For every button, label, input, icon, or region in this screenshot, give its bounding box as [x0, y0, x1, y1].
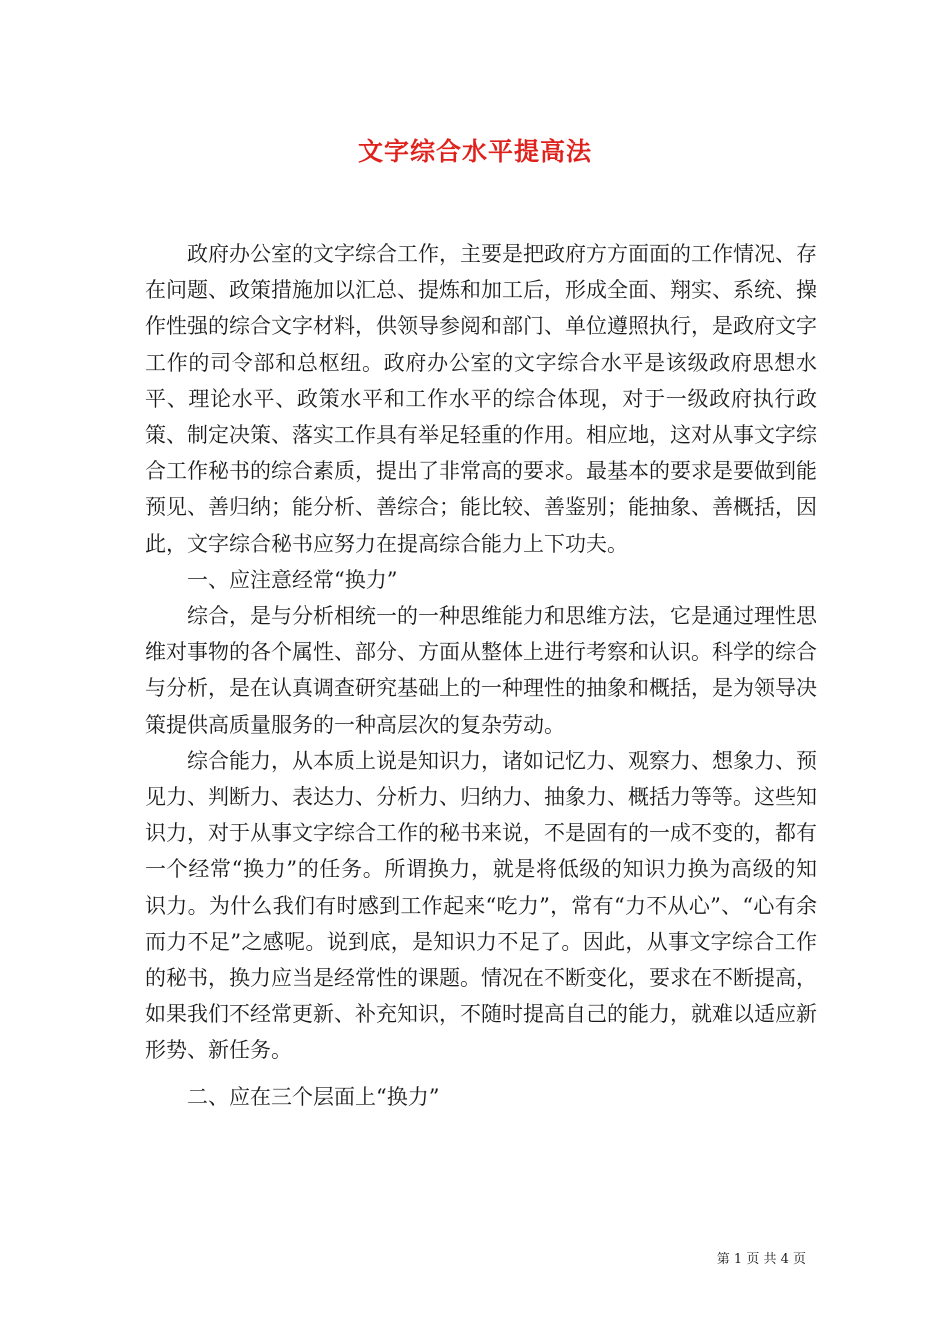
section-heading-1: 一、应注意经常“换力”: [187, 567, 398, 592]
document-body: [145, 236, 817, 1115]
paragraph-ability: 综合能力，从本质上说是知识力，诸如记忆力、观察力、想象力、预见力、判断力、表达力、分析力、归纳力、抽象力、概括力等等。这些知识力，对于从事文字综合工作的秘书来说，不是固有的一成不变的，都有一个经常“换力”的任务。所谓换力，就是将低级的知识力换为高级的知识力。为什么我们有时感到工作起来“吃力”，常有“力不从心”、“心有余而力不足”之感呢。说到底，是知识力不足了。因此，从事文字综合工作的秘书，换力应当是经常性的课题。情况在不断变化，要求在不断提高，如果我们不经常更新、补充知识，不随时提高自己的能力，就难以适应新形势、新任务。: [145, 748, 817, 1063]
document-title: 文字综合水平提高法: [357, 137, 592, 166]
section-heading-2: 二、应在三个层面上“换力”: [187, 1084, 440, 1109]
paragraph-synthesis: 综合，是与分析相统一的一种思维能力和思维方法，它是通过理性思维对事物的各个属性、部分、方面从整体上进行考察和认识。科学的综合与分析，是在认真调查研究基础上的一种理性的抽象和概括，是为领导决策提供高质量服务的一种高层次的复杂劳动。: [145, 604, 817, 737]
page-number: 第 1 页 共 4 页: [716, 1252, 806, 1267]
paragraph-intro: 政府办公室的文字综合工作，主要是把政府方方面面的工作情况、存在问题、政策措施加以汇总、提炼和加工后，形成全面、翔实、系统、操作性强的综合文字材料，供领导参阅和部门、单位遵照执行，是政府文字工作的司令部和总枢纽。政府办公室的文字综合水平是该级政府思想水平、理论水平、政策水平和工作水平的综合体现，对于一级政府执行政策、制定决策、落实工作具有举足轻重的作用。相应地，这对从事文字综合工作秘书的综合素质，提出了非常高的要求。最基本的要求是要做到能预见、善归纳；能分析、善综合；能比较、善鉴别；能抽象、善概括，因此，文字综合秘书应努力在提高综合能力上下功夫。: [145, 242, 817, 556]
